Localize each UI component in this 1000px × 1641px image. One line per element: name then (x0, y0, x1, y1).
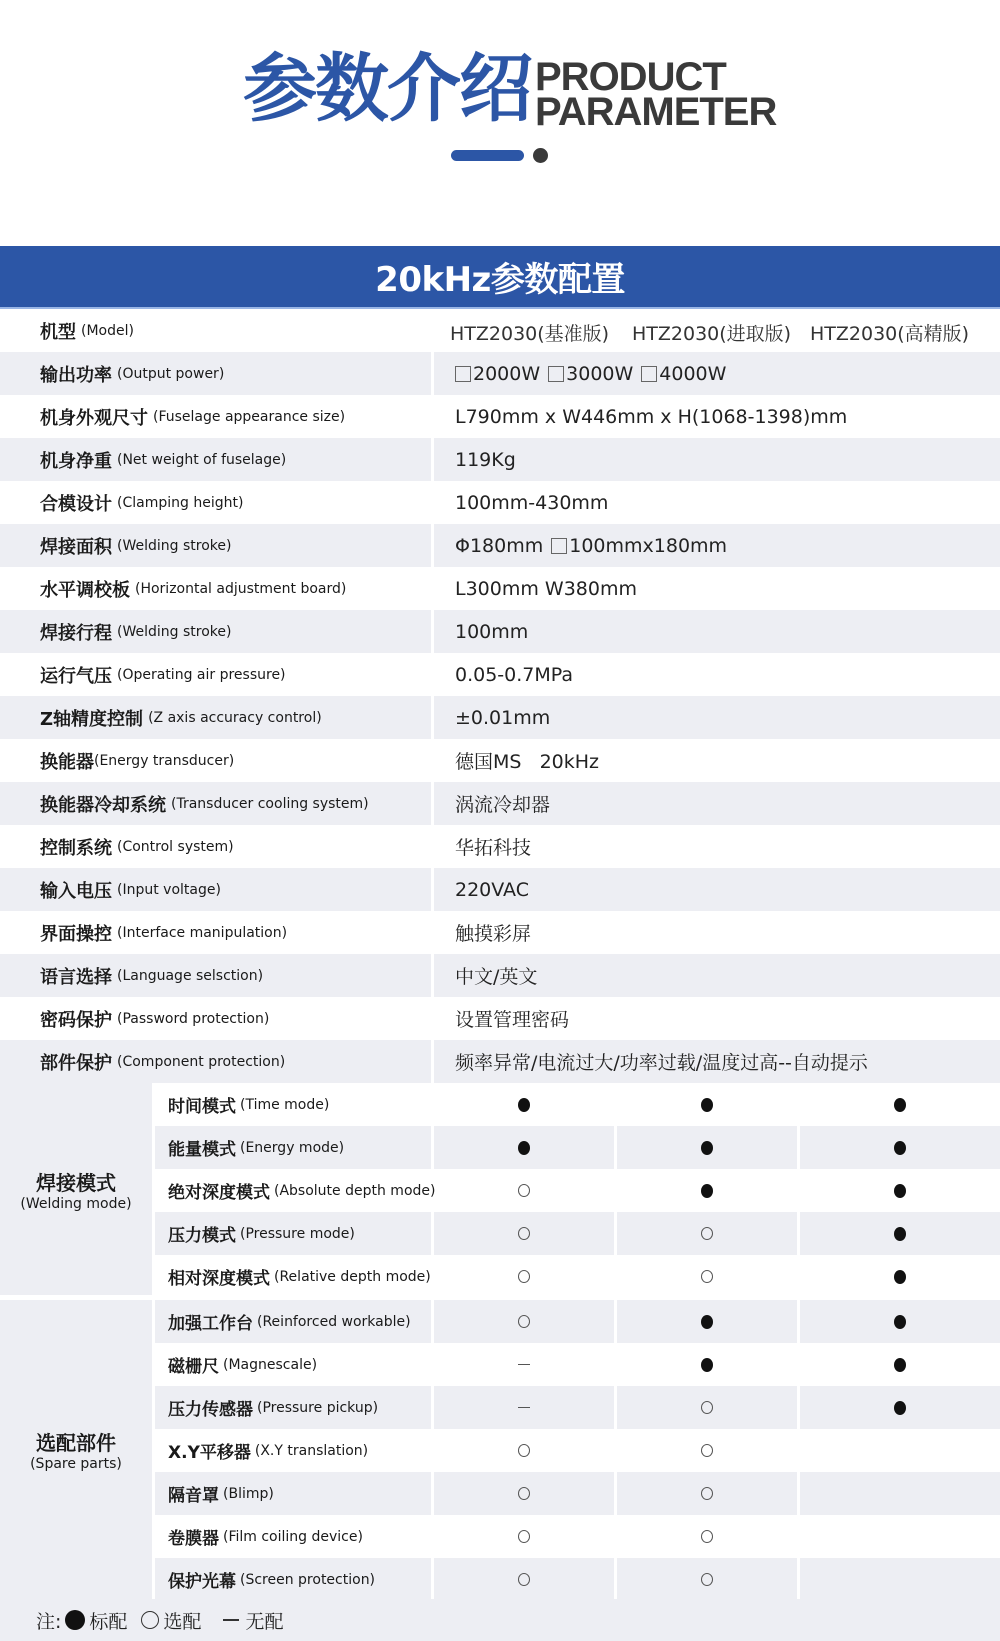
filled-circle-icon (894, 1401, 906, 1415)
row-label: 压力传感器 (Pressure pickup) (155, 1386, 431, 1429)
table-row (0, 1083, 1000, 1126)
table-row (0, 438, 1000, 481)
hero-title-en (535, 55, 777, 134)
row-label: 卷膜器 (Film coiling device) (168, 1528, 363, 1549)
empty-circle-icon (701, 1530, 713, 1543)
table-row (0, 911, 1000, 954)
table-row (0, 1515, 1000, 1558)
table-row (0, 1040, 1000, 1083)
table-row (0, 567, 1000, 610)
filled-circle-icon (65, 1610, 85, 1630)
decorative-bar (451, 150, 524, 161)
legend-standard: 标配 (89, 1610, 128, 1633)
mark-cell (434, 1255, 614, 1298)
row-value: 触摸彩屏 (455, 923, 532, 945)
row-value: 100mm-430mm (455, 491, 609, 514)
table-row (0, 395, 1000, 438)
row-label: 换能器 (Energy transducer) (40, 751, 235, 773)
legend-prefix: 注: (36, 1610, 62, 1633)
row-label: 机型 (Model) (40, 321, 134, 343)
empty-circle-icon (518, 1487, 530, 1500)
model-header-basic: HTZ2030(基准版) (450, 323, 610, 345)
row-value: 华拓科技 (455, 837, 532, 859)
table-row (0, 782, 1000, 825)
row-label: 合模设计 (Clamping height) (40, 493, 244, 515)
row-label: X.Y平移器 (X.Y translation) (168, 1442, 369, 1463)
empty-circle-icon (701, 1401, 713, 1414)
spec-table (0, 309, 1000, 1599)
mark-cell (800, 1515, 1000, 1558)
empty-circle-icon (518, 1444, 530, 1457)
square-icon (551, 538, 567, 554)
model-header-precision: HTZ2030(高精版) (810, 323, 970, 345)
mark-cell (800, 1472, 1000, 1515)
row-value: L790mm x W446mm x H(1068-1398)mm (455, 405, 848, 428)
legend-none: 无配 (245, 1610, 284, 1633)
row-label: 密码保护 (Password protection) (40, 1009, 270, 1031)
row-value: 德国MS 20kHz (455, 751, 600, 773)
filled-circle-icon (894, 1098, 906, 1112)
row-label: 运行气压 (Operating air pressure) (40, 665, 286, 687)
empty-circle-icon (518, 1573, 530, 1586)
row-value: 涡流冷却器 (434, 782, 1000, 825)
mark-cell (617, 1083, 797, 1126)
row-label: 加强工作台 (Reinforced workable) (155, 1300, 431, 1343)
table-row (0, 1472, 1000, 1515)
mark-cell (617, 1515, 797, 1558)
table-row-model (0, 309, 1000, 352)
dash-icon (518, 1407, 530, 1408)
row-label: 焊接行程 (Welding stroke) (0, 610, 431, 653)
mark-cell (434, 1429, 614, 1472)
filled-circle-icon (894, 1141, 906, 1155)
table-row (0, 997, 1000, 1040)
filled-circle-icon (701, 1141, 713, 1155)
empty-circle-icon (701, 1573, 713, 1586)
table-row (0, 1300, 1000, 1343)
row-label: 界面操控 (Interface manipulation) (40, 923, 288, 945)
dash-icon (223, 1619, 239, 1621)
filled-circle-icon (894, 1270, 906, 1284)
filled-circle-icon (894, 1358, 906, 1372)
mark-cell (617, 1386, 797, 1429)
mark-cell (617, 1212, 797, 1255)
filled-circle-icon (518, 1141, 530, 1155)
table-row (0, 825, 1000, 868)
legend (0, 1599, 1000, 1641)
welding-mode-group (0, 1083, 1000, 1298)
mark-cell (434, 1212, 614, 1255)
row-value: 220VAC (434, 868, 1000, 911)
table-row (0, 524, 1000, 567)
empty-circle-icon (518, 1270, 530, 1283)
filled-circle-icon (894, 1315, 906, 1329)
mark-cell (800, 1212, 1000, 1255)
empty-circle-icon (701, 1444, 713, 1457)
mark-cell (800, 1429, 1000, 1472)
mark-cell (800, 1343, 1000, 1386)
legend-optional: 选配 (163, 1610, 202, 1633)
hero-header (0, 0, 1000, 246)
filled-circle-icon (894, 1227, 906, 1241)
table-row (0, 653, 1000, 696)
row-label: 保护光幕 (Screen protection) (155, 1558, 431, 1601)
mark-cell (434, 1558, 614, 1601)
filled-circle-icon (701, 1184, 713, 1198)
table-row (0, 1343, 1000, 1386)
mark-cell (800, 1169, 1000, 1212)
empty-circle-icon (701, 1487, 713, 1500)
row-value: ±0.01mm (434, 696, 1000, 739)
section-title: 20kHz参数配置 (375, 260, 625, 300)
row-label: 输入电压 (Input voltage) (0, 868, 431, 911)
checkbox-icon (548, 366, 564, 382)
row-value: 119Kg (434, 438, 1000, 481)
mark-cell (617, 1558, 797, 1601)
row-value: Φ180mm 100mmx180mm (434, 524, 1000, 567)
row-label: 时间模式 (Time mode) (168, 1096, 330, 1117)
row-label: 输出功率 (Output power) (0, 352, 431, 395)
group-label-spare-parts: 选配部件 (Spare parts) (0, 1300, 152, 1599)
decorative-dot (533, 148, 548, 163)
hero-title-en-line1: PRODUCT (535, 55, 726, 99)
mark-cell (617, 1343, 797, 1386)
row-label: 机身外观尺寸 (Fuselage appearance size) (40, 407, 346, 429)
mark-cell (800, 1255, 1000, 1298)
row-label: 语言选择 (Language selsction) (0, 954, 431, 997)
mark-cell (800, 1300, 1000, 1343)
filled-circle-icon (701, 1358, 713, 1372)
mark-cell (434, 1126, 614, 1169)
dash-icon (518, 1364, 530, 1365)
row-value: 频率异常/电流过大/功率过载/温度过高--自动提示 (434, 1040, 1000, 1083)
row-value: 2000W 3000W 4000W (434, 352, 1000, 395)
mark-cell (617, 1126, 797, 1169)
row-label: 相对深度模式 (Relative depth mode) (168, 1268, 431, 1289)
table-row (0, 696, 1000, 739)
mark-cell (800, 1558, 1000, 1601)
mark-cell (617, 1169, 797, 1212)
spare-parts-group (0, 1298, 1000, 1599)
filled-circle-icon (701, 1315, 713, 1329)
mark-cell (617, 1255, 797, 1298)
row-label: 焊接面积 (Welding stroke) (0, 524, 431, 567)
empty-circle-icon (141, 1611, 159, 1629)
mark-cell (434, 1515, 614, 1558)
mark-cell (434, 1169, 614, 1212)
mark-cell (800, 1126, 1000, 1169)
hero-title-cn: 参数介绍 (243, 46, 531, 132)
section-banner (0, 246, 1000, 309)
group-label-welding-mode: 焊接模式 (Welding mode) (0, 1083, 152, 1295)
table-row (0, 1212, 1000, 1255)
empty-circle-icon (518, 1227, 530, 1240)
mark-cell (800, 1083, 1000, 1126)
checkbox-icon (455, 366, 471, 382)
row-label: 机身净重 (Net weight of fuselage) (0, 438, 431, 481)
table-row (0, 954, 1000, 997)
table-row (0, 868, 1000, 911)
empty-circle-icon (518, 1530, 530, 1543)
empty-circle-icon (518, 1184, 530, 1197)
table-row (0, 610, 1000, 653)
empty-circle-icon (701, 1270, 713, 1283)
empty-circle-icon (701, 1227, 713, 1240)
row-label: 隔音罩 (Blimp) (155, 1472, 431, 1515)
row-value: 设置管理密码 (455, 1009, 570, 1031)
row-label: 磁栅尺 (Magnescale) (168, 1356, 318, 1377)
row-label: 部件保护 (Component protection) (0, 1040, 431, 1083)
mark-cell (434, 1472, 614, 1515)
table-row (0, 1169, 1000, 1212)
row-label: 控制系统 (Control system) (40, 837, 234, 859)
mark-cell (434, 1083, 614, 1126)
filled-circle-icon (894, 1184, 906, 1198)
table-row (0, 481, 1000, 524)
table-row (0, 1126, 1000, 1169)
row-label: Z轴精度控制 (Z axis accuracy control) (0, 696, 431, 739)
row-label: 能量模式 (Energy mode) (155, 1126, 431, 1169)
mark-cell (617, 1300, 797, 1343)
mark-cell (434, 1343, 614, 1386)
filled-circle-icon (701, 1098, 713, 1112)
row-label: 水平调校板 (Horizontal adjustment board) (40, 579, 347, 601)
table-row (0, 1386, 1000, 1429)
row-label: 压力模式 (Pressure mode) (155, 1212, 431, 1255)
mark-cell (617, 1472, 797, 1515)
table-row (0, 352, 1000, 395)
table-row (0, 1255, 1000, 1298)
checkbox-icon (641, 366, 657, 382)
filled-circle-icon (518, 1098, 530, 1112)
table-row (0, 1429, 1000, 1472)
mark-cell (617, 1429, 797, 1472)
row-value: 100mm (434, 610, 1000, 653)
row-label: 换能器冷却系统 (Transducer cooling system) (0, 782, 431, 825)
row-value: 0.05-0.7MPa (455, 663, 574, 686)
row-label: 绝对深度模式 (Absolute depth mode) (168, 1182, 436, 1203)
empty-circle-icon (518, 1315, 530, 1328)
model-header-advanced: HTZ2030(进取版) (632, 323, 792, 345)
row-value: 中文/英文 (434, 954, 1000, 997)
row-value: L300mm W380mm (455, 577, 637, 600)
mark-cell (434, 1386, 614, 1429)
mark-cell (800, 1386, 1000, 1429)
table-row (0, 1558, 1000, 1601)
hero-title-en-line2: PARAMETER (535, 90, 777, 134)
mark-cell (434, 1300, 614, 1343)
table-row (0, 739, 1000, 782)
